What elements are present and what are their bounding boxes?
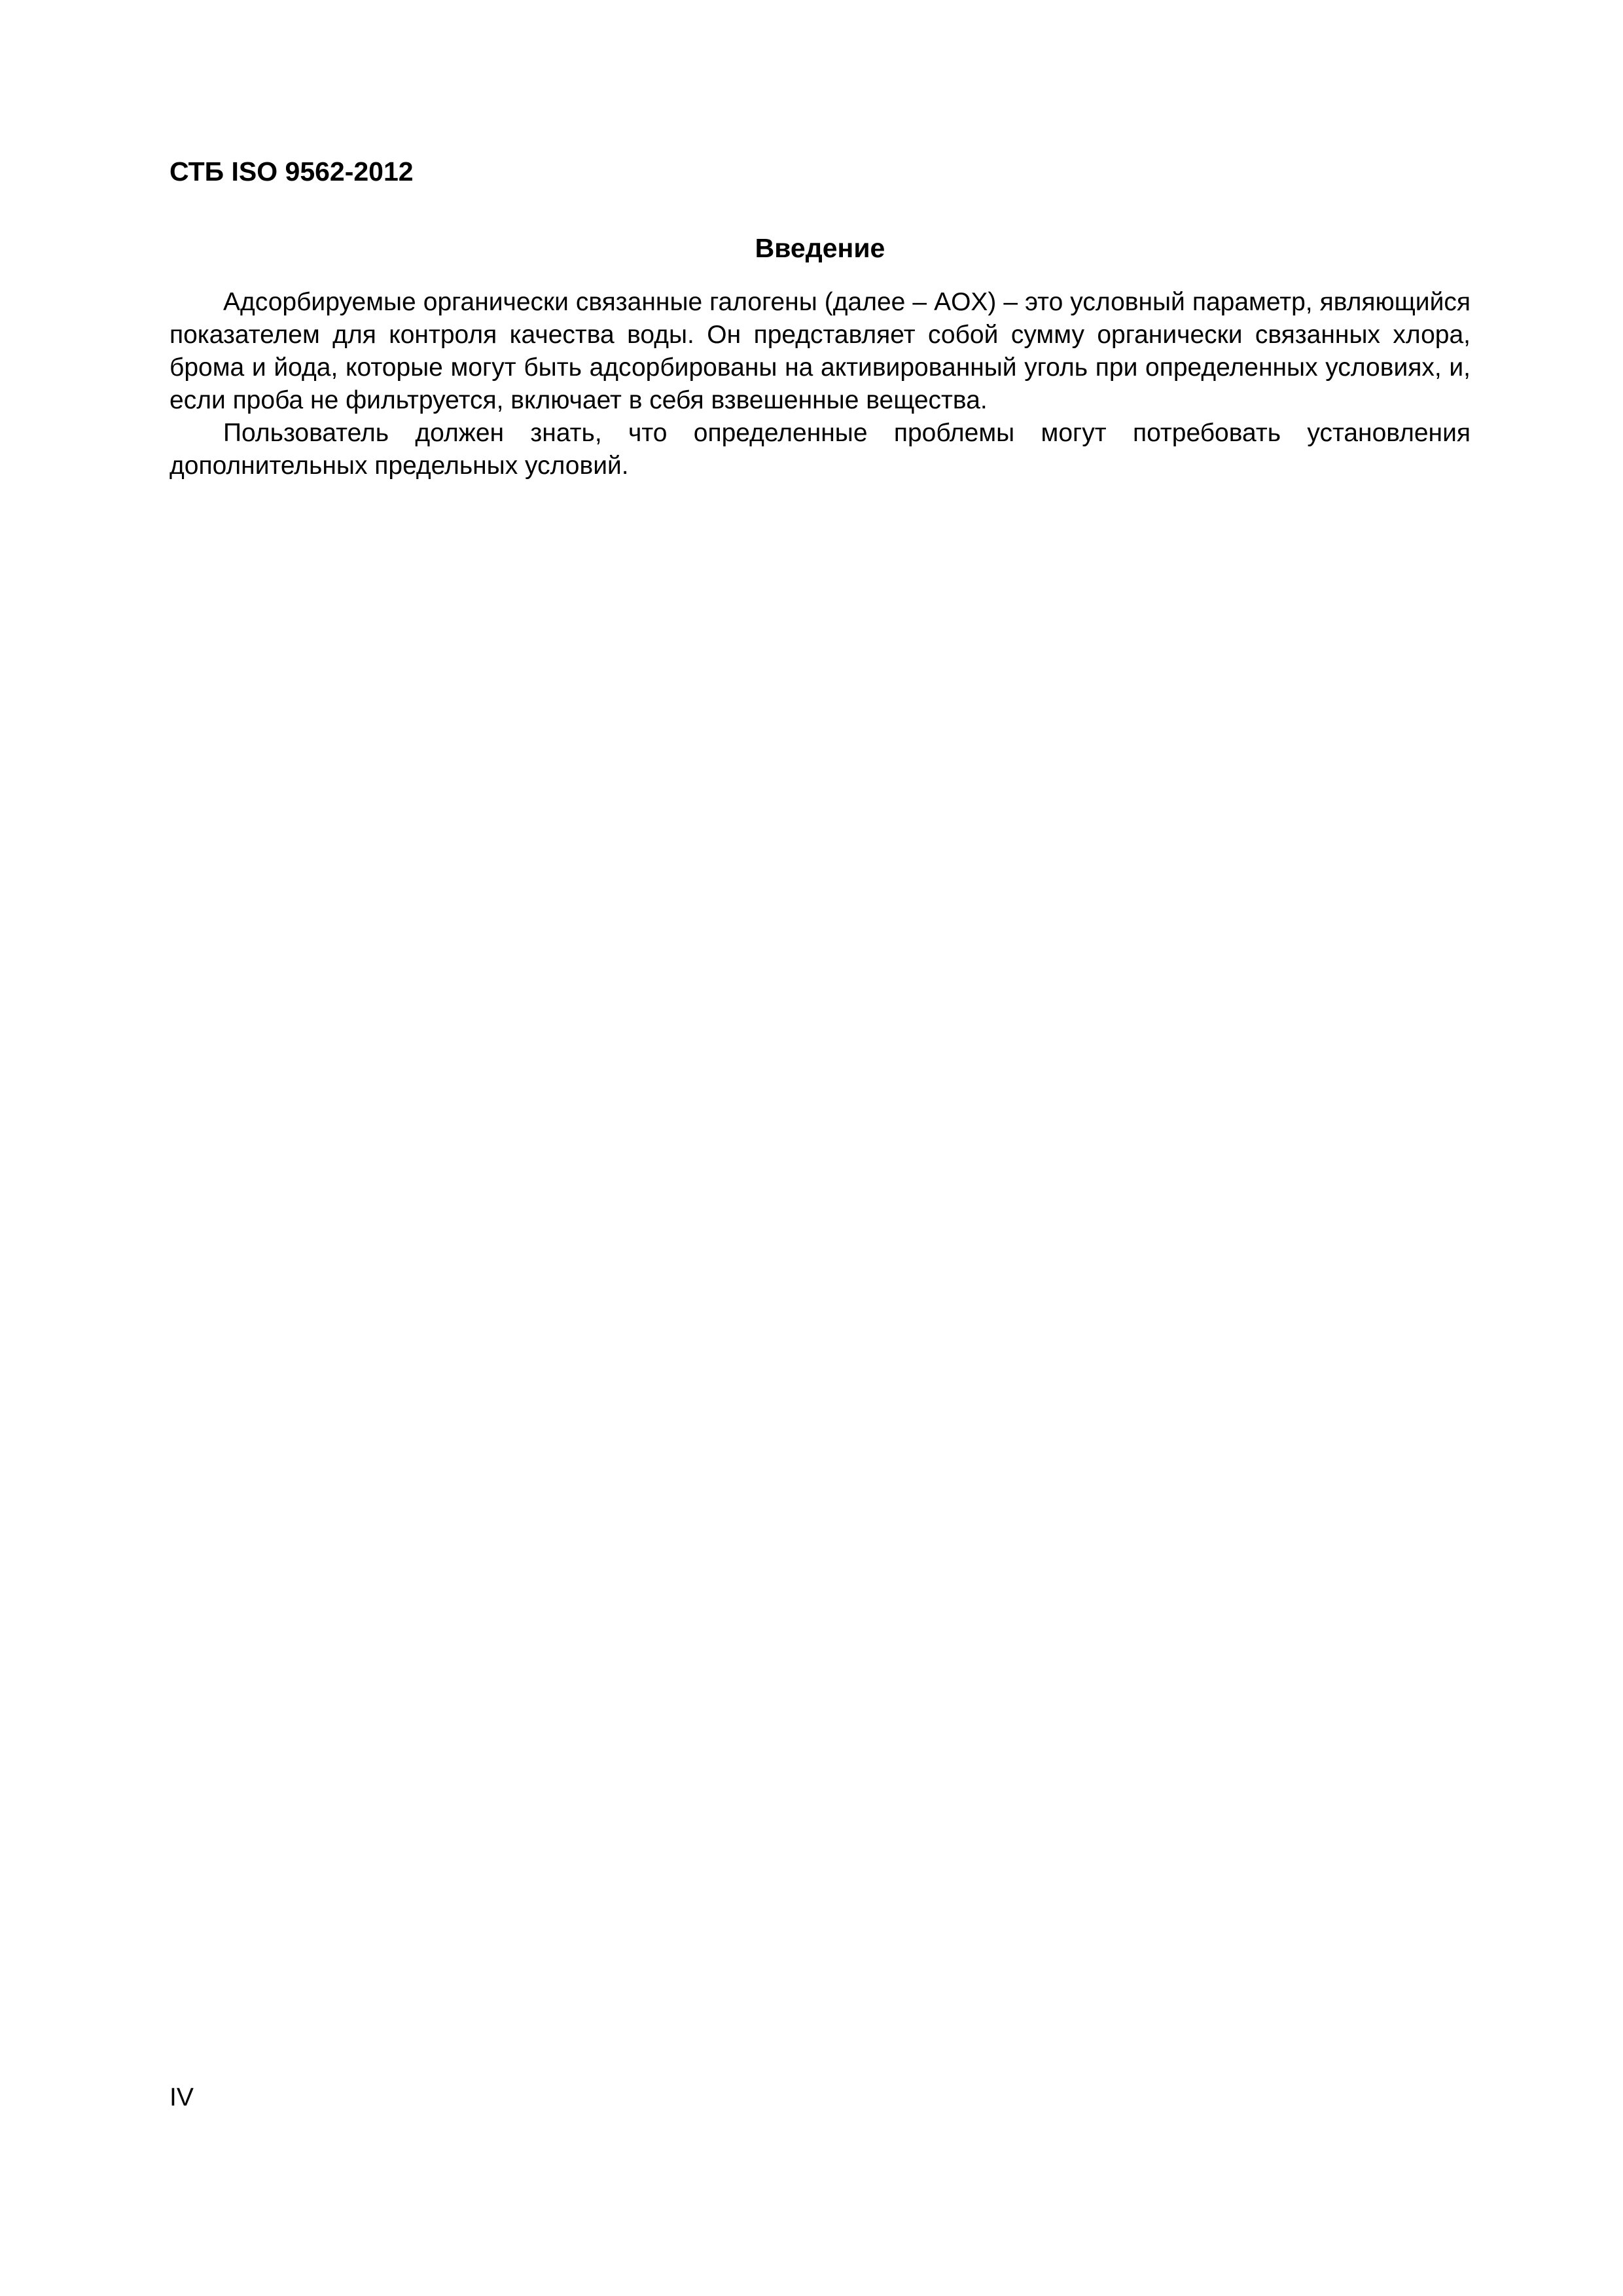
paragraph-aox-definition: Адсорбируемые органически связанные галогены (далее – AOX) – это условный параметр, являющийся показателем для контроля качества воды. Он представляет собой сумму органически связанных хлора, брома и йода, которые могут быть адсорбированы на активированный уголь при определенных условиях, и, если проба не фильтруется, включает в себя взвешенные вещества. xyxy=(169,288,1471,414)
section-title: Введение xyxy=(755,233,885,263)
page-number: IV xyxy=(169,2083,194,2111)
document-code: СТБ ISO 9562-2012 xyxy=(169,156,414,187)
paragraph-user-note: Пользователь должен знать, что определенные проблемы могут потребовать установления дополнительных предельных условий. xyxy=(169,419,1471,480)
section-body xyxy=(169,286,1471,482)
